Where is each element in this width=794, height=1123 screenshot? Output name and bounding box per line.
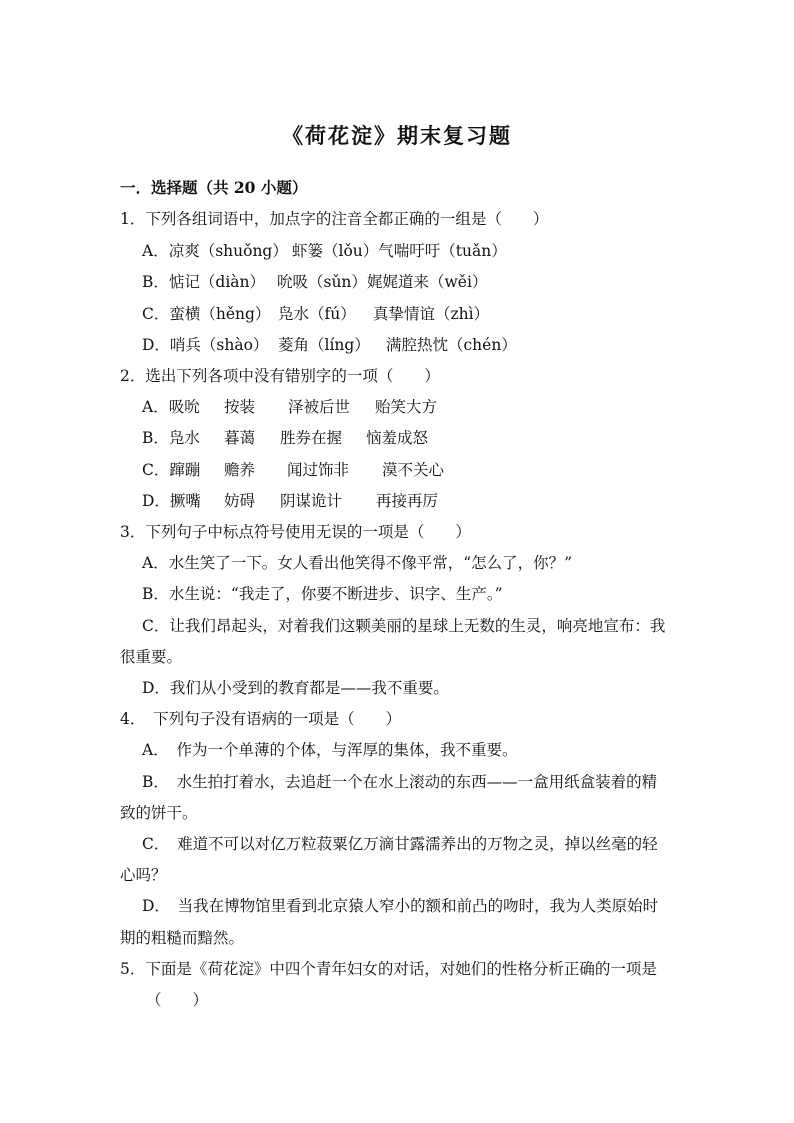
question-1-option-c: C．蛮横（hěng） 凫水（fú） 真挚情谊（zhì） (142, 305, 490, 323)
question-3-option-c: C．让我们昂起头，对着我们这颗美丽的星球上无数的生灵，响亮地宣布：我 (142, 617, 666, 635)
question-5-answer-blank: （ ） (146, 991, 209, 1009)
question-2-option-a: A．吸吮 按装 泽被后世 贻笑大方 (142, 398, 438, 416)
question-2-stem: 2．选出下列各项中没有错别字的一项（ ） (120, 367, 440, 385)
question-3-option-c-continued: 很重要。 (120, 648, 183, 666)
question-4-stem: 4． 下列句子没有语病的一项是（ ） (120, 710, 402, 728)
question-4-option-d-continued: 期的粗糙而黯然。 (120, 929, 245, 947)
question-1-option-d: D．哨兵（shào） 菱角（líng） 满腔热忱（chén） (142, 336, 517, 354)
question-5-stem: 5．下面是《荷花淀》中四个青年妇女的对话，对她们的性格分析正确的一项是 (120, 960, 657, 978)
question-4-option-c: C． 难道不可以对亿万粒菽粟亿万滴甘露濡养出的万物之灵，掉以丝毫的轻 (142, 835, 658, 853)
page-title: 《荷花淀》期末复习题 (282, 123, 512, 148)
question-3-option-d: D．我们从小受到的教育都是——我不重要。 (142, 679, 449, 697)
question-4-option-c-continued: 心吗？ (120, 866, 167, 884)
question-1-option-b: B．惦记（diàn） 吮吸（sǔn）娓娓道来（wěi） (142, 273, 488, 291)
question-1-option-a: A．凉爽（shuǒng） 虾篓（lǒu）气喘吁吁（tuǎn） (142, 242, 507, 260)
question-4-option-b: B． 水生拍打着水，去追赶一个在水上滚动的东西——一盒用纸盒装着的精 (142, 773, 658, 791)
question-2-option-c: C．蹿蹦 赡养 闻过饰非 漠不关心 (142, 461, 445, 479)
question-1-stem: 1．下列各组词语中，加点字的注音全都正确的一组是（ ） (120, 210, 549, 228)
question-2-option-b: B．凫水 暮蔼 胜券在握 恼羞成怒 (142, 429, 429, 447)
section-heading: 一．选择题（共 20 小题） (120, 178, 308, 197)
question-2-option-d: D．撅嘴 妨碍 阴谋诡计 再接再厉 (142, 492, 439, 510)
question-3-stem: 3．下列句子中标点符号使用无误的一项是（ ） (120, 523, 471, 541)
question-4-option-a: A． 作为一个单薄的个体，与浑厚的集体，我不重要。 (142, 741, 518, 759)
question-4-option-b-continued: 致的饼干。 (120, 804, 198, 822)
question-3-option-b: B．水生说：“我走了，你要不断进步、识字、生产。” (142, 585, 503, 603)
question-4-option-d: D． 当我在博物馆里看到北京猿人窄小的额和前凸的吻时，我为人类原始时 (142, 897, 659, 915)
question-3-option-a: A．水生笑了一下。女人看出他笑得不像平常，“怎么了，你？” (142, 554, 573, 572)
